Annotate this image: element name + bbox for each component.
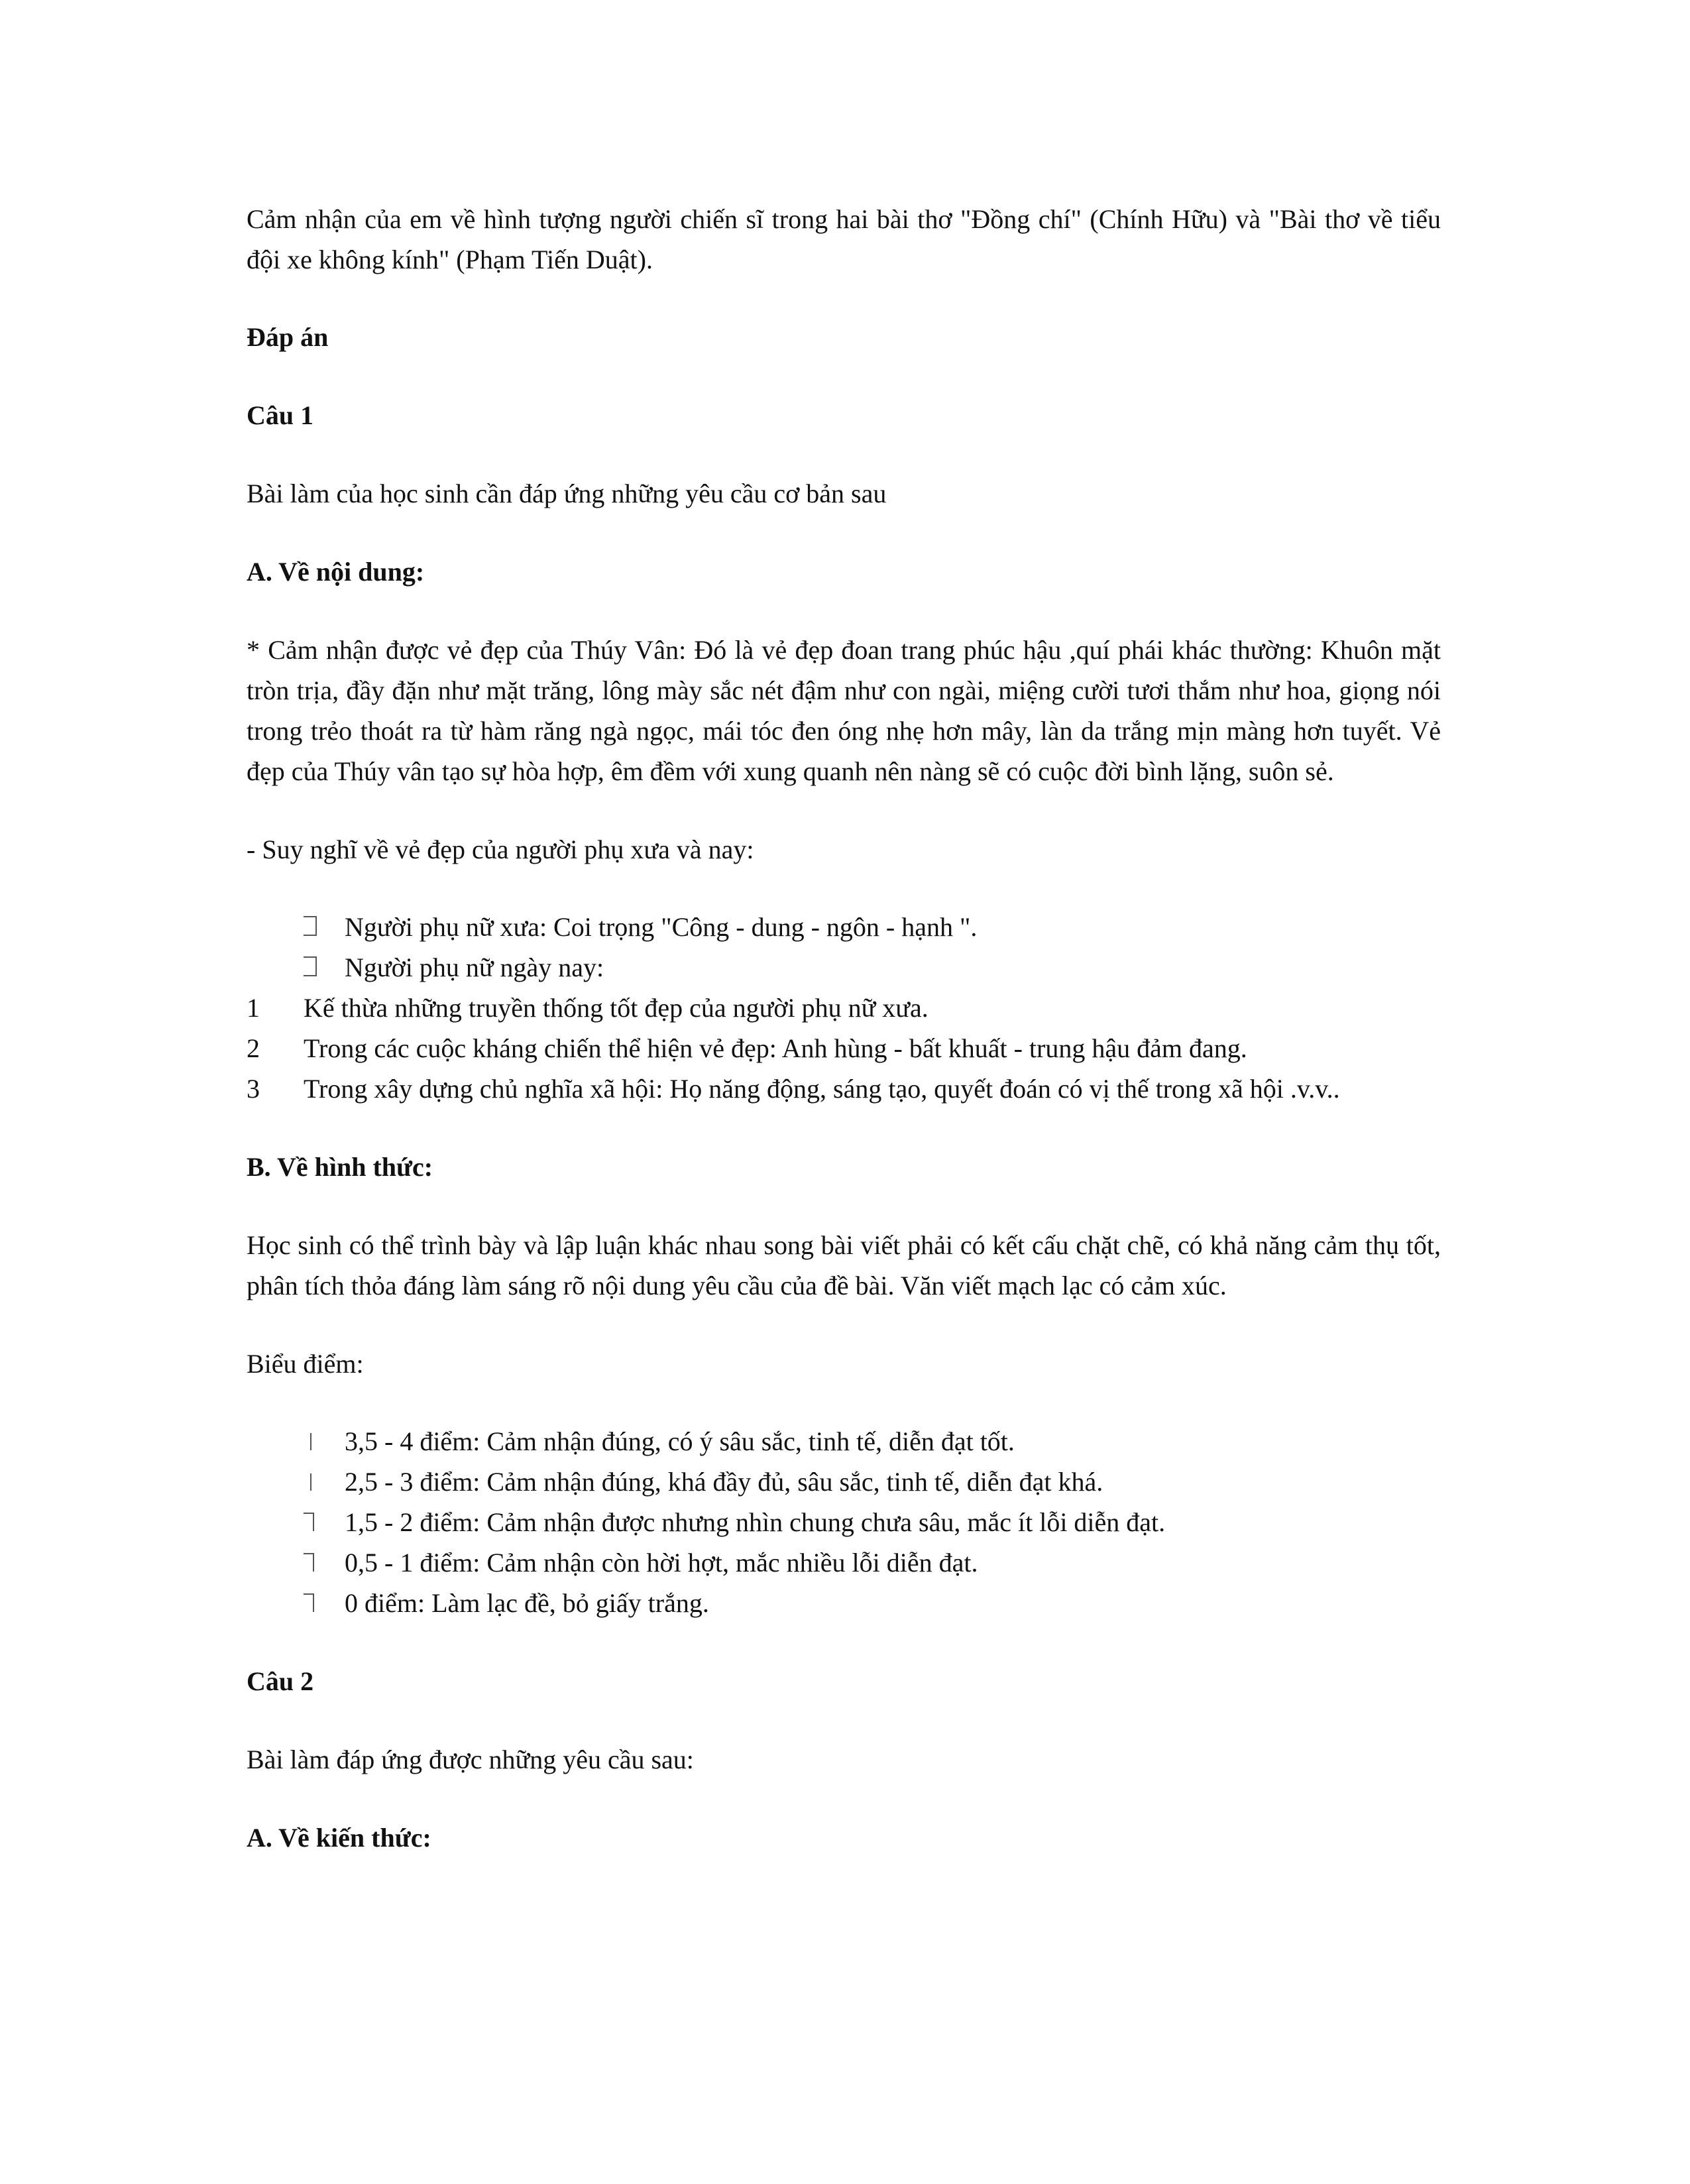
scoring-list xyxy=(247,1421,1441,1623)
numbered-list xyxy=(247,988,1441,1109)
corner-bullet-icon xyxy=(304,1542,330,1583)
answer-heading: Đáp án xyxy=(247,322,329,352)
corner-bullet-icon xyxy=(304,1502,330,1542)
list-item-text: Trong xây dựng chủ nghĩa xã hội: Họ năng động, sáng tạo, quyết đoán có vị thế trong xã hội .v.v.. xyxy=(304,1074,1340,1104)
list-item-text: 1,5 - 2 điểm: Cảm nhận được nhưng nhìn chung chưa sâu, mắc ít lỗi diễn đạt. xyxy=(345,1507,1166,1537)
list-item-text: Người phụ nữ ngày nay: xyxy=(345,952,604,982)
list-item-text: Kế thừa những truyền thống tốt đẹp của người phụ nữ xưa. xyxy=(304,993,929,1023)
list-item xyxy=(247,1583,1441,1623)
list-number: 1 xyxy=(247,993,260,1023)
cau1-heading: Câu 1 xyxy=(247,400,314,430)
box-bullet-icon xyxy=(304,947,330,988)
list-item-text: 2,5 - 3 điểm: Cảm nhận đúng, khá đầy đủ, sâu sắc, tinh tế, diễn đạt khá. xyxy=(345,1467,1103,1497)
cau1-section-b-heading: B. Về hình thức: xyxy=(247,1152,433,1182)
cau1-section-a-paragraph: * Cảm nhận được vẻ đẹp của Thúy Vân: Đó là vẻ đẹp đoan trang phúc hậu ,quí phái khác thường: Khuôn mặt tròn trịa, đầy đặn như mặt trăng, lông mày sắc nét đậm như con ngài, miệng cười tươi thắm như hoa, giọng nói trong trẻo thoát ra từ hàm răng ngà ngọc, mái tóc đen óng nhẹ hơn mây, làn da trắng mịn màng hơn tuyết. Vẻ đẹp của Thúy vân tạo sự hòa hợp, êm đềm với xung quanh nên nàng sẽ có cuộc đời bình lặng, suôn sẻ. xyxy=(247,635,1441,786)
corner-bullet-icon xyxy=(304,1583,330,1623)
cau2-requirement: Bài làm đáp ứng được những yêu cầu sau: xyxy=(247,1745,694,1774)
cau1-section-a-heading: A. Về nội dung: xyxy=(247,557,425,587)
list-item-text: Người phụ nữ xưa: Coi trọng "Công - dung - ngôn - hạnh ". xyxy=(345,912,978,942)
list-item xyxy=(247,1542,1441,1583)
women-bullet-list xyxy=(247,907,1441,988)
list-item-text: Trong các cuộc kháng chiến thể hiện vẻ đẹp: Anh hùng - bất khuất - trung hậu đảm đang. xyxy=(304,1033,1247,1063)
list-item xyxy=(247,988,1441,1028)
list-item xyxy=(247,1028,1441,1068)
list-item-text: 0 điểm: Làm lạc đề, bỏ giấy trắng. xyxy=(345,1588,709,1618)
list-number: 2 xyxy=(247,1033,260,1063)
list-item xyxy=(247,1502,1441,1542)
list-item xyxy=(247,907,1441,947)
cau1-section-b-paragraph: Học sinh có thể trình bày và lập luận khác nhau song bài viết phải có kết cấu chặt chẽ, có khả năng cảm thụ tốt, phân tích thỏa đáng làm sáng rõ nội dung yêu cầu của đề bài. Văn viết mạch lạc có cảm xúc. xyxy=(247,1230,1441,1300)
document-page xyxy=(247,199,1441,1858)
list-number: 3 xyxy=(247,1074,260,1104)
list-item-text: 3,5 - 4 điểm: Cảm nhận đúng, có ý sâu sắc, tinh tế, diễn đạt tốt. xyxy=(345,1426,1015,1456)
cau2-heading: Câu 2 xyxy=(247,1666,314,1696)
list-item xyxy=(247,1421,1441,1462)
tick-bullet-icon xyxy=(304,1421,330,1462)
cau2-section-a-heading: A. Về kiến thức: xyxy=(247,1823,431,1853)
list-item xyxy=(247,1068,1441,1109)
tick-bullet-icon xyxy=(304,1462,330,1502)
list-item xyxy=(247,1462,1441,1502)
intro-prompt: Cảm nhận của em về hình tượng người chiến sĩ trong hai bài thơ "Đồng chí" (Chính Hữu) và "Bài thơ về tiểu đội xe không kính" (Phạm Tiến Duật). xyxy=(247,204,1441,274)
cau1-requirement: Bài làm của học sinh cần đáp ứng những yêu cầu cơ bản sau xyxy=(247,479,887,508)
scoring-heading: Biểu điểm: xyxy=(247,1349,364,1379)
cau1-reflection: - Suy nghĩ về vẻ đẹp của người phụ xưa và nay: xyxy=(247,834,754,864)
box-bullet-icon xyxy=(304,907,330,947)
list-item-text: 0,5 - 1 điểm: Cảm nhận còn hời hợt, mắc nhiều lỗi diễn đạt. xyxy=(345,1548,978,1578)
list-item xyxy=(247,947,1441,988)
